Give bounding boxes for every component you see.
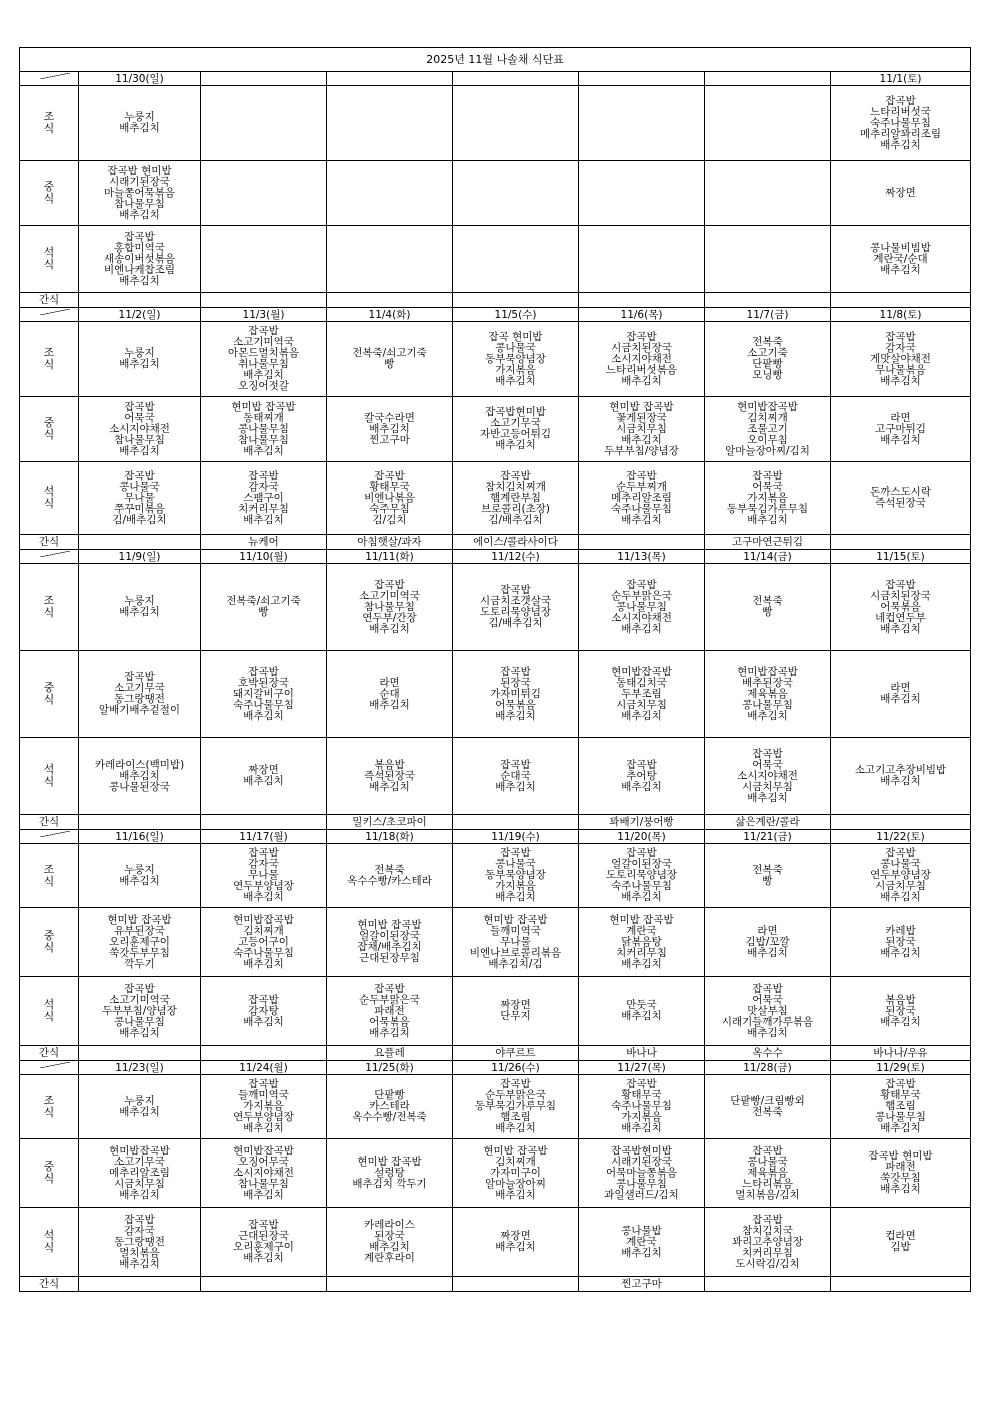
menu-cell: 라면 순대 배추김치: [327, 651, 453, 738]
snack-cell: 요플레: [327, 1046, 453, 1061]
snack-cell: [79, 1277, 201, 1292]
snack-cell: [201, 815, 327, 830]
menu-cell: 콩나물비빔밥 계란국/순대 배추김치: [831, 226, 971, 293]
menu-cell: 잡곡밥현미밥 소고기무국 자반고등어튀김 배추김치: [453, 397, 579, 462]
menu-cell: 카레라이스(백미밥) 배추김치 콩나물된장국: [79, 738, 201, 815]
menu-cell: 현미밥 잡곡밥 유부된장국 오리훈제구이 쑥갓두부무침 깍두기: [79, 908, 201, 977]
menu-cell: 잡곡밥현미밥 시래기된장국 어묵마늘쫑볶음 콩나물무침 과일샐러드/김치: [579, 1139, 705, 1208]
menu-cell: 잡곡밥 소고기미역국 참나물무침 연두부/간장 배추김치: [327, 564, 453, 651]
snack-cell: [327, 1277, 453, 1292]
snack-label: 간식: [20, 815, 79, 830]
menu-cell: 누룽지 배추김치: [79, 322, 201, 397]
menu-cell: 볶음밥 된장국 배추김치: [831, 977, 971, 1046]
date-cell: 11/8(토): [831, 308, 971, 322]
menu-cell: [705, 226, 831, 293]
menu-cell: [453, 226, 579, 293]
week-1-breakfast-row: [20, 86, 971, 161]
menu-cell: 잡곡밥 참치김치국 꽈리고추양념장 치커리무침 도시락김/김치: [705, 1208, 831, 1277]
menu-cell: 소고기고추장비빔밥 배추김치: [831, 738, 971, 815]
menu-cell: 잡곡밥 황태무국 햄조림 콩나물무침 배추김치: [831, 1075, 971, 1139]
menu-cell: 만둣국 배추김치: [579, 977, 705, 1046]
menu-cell: 현미밥잡곡밥 김치찌개 조물고기 오이무침 알마늘장아찌/김치: [705, 397, 831, 462]
menu-cell: 전복죽 옥수수빵/카스테라: [327, 844, 453, 908]
snack-cell: [327, 293, 453, 308]
lunch-label: 중 식: [20, 1139, 79, 1208]
week-5-breakfast-row: [20, 1075, 971, 1139]
menu-cell: 잡곡밥 감자국 스팸구이 치커리무침 배추김치: [201, 462, 327, 535]
menu-cell: 콩나물밥 계란국 배추김치: [579, 1208, 705, 1277]
menu-table: [19, 47, 971, 1292]
menu-cell: 잡곡밥 참치김치찌개 햄계란부침 브로콜리(초장) 김/배추김치: [453, 462, 579, 535]
menu-cell: 잡곡밥 들깨미역국 가지볶음 연두부양념장 배추김치: [201, 1075, 327, 1139]
date-cell: 11/19(수): [453, 830, 579, 844]
menu-cell: [453, 86, 579, 161]
lunch-label: 중 식: [20, 651, 79, 738]
date-cell: 11/25(화): [327, 1061, 453, 1075]
menu-cell: 잡곡밥 느타리버섯국 숙주나물무침 메추리알꽈리조림 배추김치: [831, 86, 971, 161]
snack-cell: [579, 535, 705, 550]
menu-cell: 잡곡밥 홍합미역국 새송이버섯볶음 비엔나케찹조림 배추김치: [79, 226, 201, 293]
menu-cell: 잡곡밥 콩나물국 동부묵양념장 가지볶음 배추김치: [453, 844, 579, 908]
menu-cell: 짜장면: [831, 161, 971, 226]
menu-cell: [327, 161, 453, 226]
menu-cell: 잡곡밥 콩나물국 무나물 쭈꾸미볶음 김/배추김치: [79, 462, 201, 535]
date-cell: 11/7(금): [705, 308, 831, 322]
week-5-dinner-row: [20, 1208, 971, 1277]
menu-cell: 잡곡밥 추어탕 배추김치: [579, 738, 705, 815]
breakfast-label: 조 식: [20, 1075, 79, 1139]
date-cell: 11/5(수): [453, 308, 579, 322]
week-5-date-row: [20, 1061, 971, 1075]
menu-cell: 잡곡밥 순두부맑은국 파래전 어묵볶음 배추김치: [327, 977, 453, 1046]
date-cell: 11/28(금): [705, 1061, 831, 1075]
date-cell: 11/23(일): [79, 1061, 201, 1075]
snack-cell: [201, 1046, 327, 1061]
week-4-snack-row: [20, 1046, 971, 1061]
date-cell: [705, 72, 831, 86]
menu-cell: 현미밥 잡곡밥 설렁탕 배추김치 깍두기: [327, 1139, 453, 1208]
menu-cell: 컵라면 김밥: [831, 1208, 971, 1277]
menu-cell: 잡곡밥 시금치된장국 어묵볶음 네컵연두부 배추김치: [831, 564, 971, 651]
menu-cell: [579, 161, 705, 226]
menu-cell: 현미밥 잡곡밥 계란국 닭볶음탕 치커리무침 배추김치: [579, 908, 705, 977]
menu-cell: 잡곡밥 얼갈이된장국 도토리묵양념장 숙주나물무침 배추김치: [579, 844, 705, 908]
menu-cell: [201, 161, 327, 226]
snack-cell: 바나나/우유: [831, 1046, 971, 1061]
menu-cell: [201, 86, 327, 161]
breakfast-label: 조 식: [20, 844, 79, 908]
snack-label: 간식: [20, 1046, 79, 1061]
date-cell: 11/12(수): [453, 550, 579, 564]
date-cell: 11/15(토): [831, 550, 971, 564]
date-cell: 11/2(일): [79, 308, 201, 322]
date-cell: 11/3(월): [201, 308, 327, 322]
menu-cell: 전복죽 소고기죽 단팥빵 모닝빵: [705, 322, 831, 397]
dinner-label: 석 식: [20, 977, 79, 1046]
menu-cell: 누룽지 배추김치: [79, 1075, 201, 1139]
menu-cell: [453, 161, 579, 226]
menu-cell: 잡곡밥 순대국 배추김치: [453, 738, 579, 815]
week-3-snack-row: [20, 815, 971, 830]
date-cell: 11/13(목): [579, 550, 705, 564]
corner-cell: [20, 72, 79, 86]
menu-cell: 잡곡밥 현미밥 파래전 쑥갓무침 배추김치: [831, 1139, 971, 1208]
snack-cell: 아침햇살/과자: [327, 535, 453, 550]
week-4-dinner-row: [20, 977, 971, 1046]
week-2-dinner-row: [20, 462, 971, 535]
menu-cell: 전복죽/쇠고기죽 빵: [327, 322, 453, 397]
menu-cell: 잡곡밥 근대된장국 오리훈제구이 배추김치: [201, 1208, 327, 1277]
snack-cell: 바나나: [579, 1046, 705, 1061]
week-1-dinner-row: [20, 226, 971, 293]
snack-cell: [453, 293, 579, 308]
menu-cell: 잡곡밥 순두부찌개 메추리알조림 숙주나물무침 배추김치: [579, 462, 705, 535]
corner-cell: [20, 830, 79, 844]
date-cell: 11/16(일): [79, 830, 201, 844]
snack-cell: [79, 293, 201, 308]
menu-cell: 잡곡밥 호박된장국 돼지갈비구이 숙주나물무침 배추김치: [201, 651, 327, 738]
lunch-label: 중 식: [20, 161, 79, 226]
menu-cell: 전복죽 빵: [705, 564, 831, 651]
menu-cell: 잡곡밥 어묵국 소시지야채전 시금치무침 배추김치: [705, 738, 831, 815]
menu-cell: 잡곡밥 어묵국 맛살부침 시래기들깨가루볶음 배추김치: [705, 977, 831, 1046]
date-cell: 11/17(월): [201, 830, 327, 844]
menu-cell: 잡곡밥 어묵국 가지볶음 동부묵김가루무침 배추김치: [705, 462, 831, 535]
menu-cell: 현미밥 잡곡밥 들깨미역국 무나물 비엔나브로콜리볶음 배추김치/김: [453, 908, 579, 977]
menu-cell: 현미밥잡곡밥 오징어무국 소시지야채전 참나물무침 배추김치: [201, 1139, 327, 1208]
menu-cell: 잡곡밥 시금치된장국 소시지야채전 느타리버섯볶음 배추김치: [579, 322, 705, 397]
menu-cell: 잡곡밥 소고기미역국 아몬드멸치볶음 취나물무침 배추김치 오징어젓갈: [201, 322, 327, 397]
menu-cell: 짜장면 배추김치: [453, 1208, 579, 1277]
menu-cell: 칼국수라면 배추김치 찐고구마: [327, 397, 453, 462]
corner-cell: [20, 1061, 79, 1075]
dinner-label: 석 식: [20, 1208, 79, 1277]
menu-cell: 볶음밥 즉석된장국 배추김치: [327, 738, 453, 815]
menu-cell: 잡곡밥 콩나물국 제육볶음 느타리볶음 멸치볶음/김치: [705, 1139, 831, 1208]
snack-cell: [831, 293, 971, 308]
menu-cell: 잡곡밥 감자국 무나물 연두부양념장 배추김치: [201, 844, 327, 908]
menu-cell: [327, 226, 453, 293]
menu-cell: [579, 86, 705, 161]
menu-cell: 잡곡 현미밥 콩나물국 동부묵양념장 가지볶음 배추김치: [453, 322, 579, 397]
week-5-snack-row: [20, 1277, 971, 1292]
date-cell: [579, 72, 705, 86]
date-cell: 11/27(목): [579, 1061, 705, 1075]
lunch-label: 중 식: [20, 397, 79, 462]
menu-cell: 잡곡밥 감자국 동그랑땡전 멸치볶음 배추김치: [79, 1208, 201, 1277]
menu-cell: 현미밥잡곡밥 소고기무국 메추리알조림 시금치무침 배추김치: [79, 1139, 201, 1208]
page-title: 2025년 11월 나솔채 식단표: [20, 48, 971, 72]
menu-cell: 누룽지 배추김치: [79, 86, 201, 161]
menu-cell: 전복죽/쇠고기죽 빵: [201, 564, 327, 651]
week-3-lunch-row: [20, 651, 971, 738]
menu-cell: 잡곡밥 순두부맑은국 콩나물무침 소시지야채전 배추김치: [579, 564, 705, 651]
snack-cell: [579, 293, 705, 308]
snack-cell: [453, 1277, 579, 1292]
week-3-breakfast-row: [20, 564, 971, 651]
menu-cell: 누룽지 배추김치: [79, 844, 201, 908]
week-3-date-row: [20, 550, 971, 564]
week-5-lunch-row: [20, 1139, 971, 1208]
breakfast-label: 조 식: [20, 322, 79, 397]
snack-cell: [79, 535, 201, 550]
menu-cell: 잡곡밥 소고기미역국 두부부침/양념장 콩나물무침 배추김치: [79, 977, 201, 1046]
snack-cell: [831, 815, 971, 830]
snack-cell: [831, 1277, 971, 1292]
week-3-dinner-row: [20, 738, 971, 815]
menu-cell: 현미밥 잡곡밥 얼갈이된장국 잡채/배추김치 근대된장무침: [327, 908, 453, 977]
snack-label: 간식: [20, 535, 79, 550]
snack-cell: 밀키스/초코파이: [327, 815, 453, 830]
date-cell: 11/10(월): [201, 550, 327, 564]
snack-cell: 야쿠르트: [453, 1046, 579, 1061]
date-cell: 11/24(월): [201, 1061, 327, 1075]
date-cell: 11/4(화): [327, 308, 453, 322]
menu-cell: 잡곡밥 감자탕 배추김치: [201, 977, 327, 1046]
snack-cell: [705, 1277, 831, 1292]
date-cell: 11/26(수): [453, 1061, 579, 1075]
date-cell: 11/20(목): [579, 830, 705, 844]
snack-cell: [79, 815, 201, 830]
date-cell: 11/11(화): [327, 550, 453, 564]
snack-label: 간식: [20, 1277, 79, 1292]
menu-cell: 잡곡밥 순두부맑은국 동부묵김가루무침 햄조림 배추김치: [453, 1075, 579, 1139]
menu-cell: 짜장면 배추김치: [201, 738, 327, 815]
snack-cell: [201, 1277, 327, 1292]
date-cell: 11/6(목): [579, 308, 705, 322]
snack-cell: 뉴케어: [201, 535, 327, 550]
menu-cell: 현미밥 잡곡밥 김치찌개 가자미구이 알마늘장아찌 배추김치: [453, 1139, 579, 1208]
menu-cell: [705, 86, 831, 161]
snack-cell: 꽈배기/붕어빵: [579, 815, 705, 830]
menu-cell: 라면 고구마튀김 배추김치: [831, 397, 971, 462]
menu-cell: 현미밥잡곡밥 동태김치국 두부조림 시금치무침 배추김치: [579, 651, 705, 738]
menu-cell: 현미밥잡곡밥 김치찌개 고등어구이 숙주나물무침 배추김치: [201, 908, 327, 977]
menu-cell: 돈까스도시락 즉석된장국: [831, 462, 971, 535]
date-cell: [201, 72, 327, 86]
menu-cell: 잡곡밥 소고기무국 동그랑땡전 알배기배추겉절이: [79, 651, 201, 738]
snack-cell: 고구마연근튀김: [705, 535, 831, 550]
date-cell: 11/9(일): [79, 550, 201, 564]
menu-cell: [705, 161, 831, 226]
date-cell: 11/1(토): [831, 72, 971, 86]
week-1-lunch-row: [20, 161, 971, 226]
week-4-date-row: [20, 830, 971, 844]
menu-cell: [201, 226, 327, 293]
date-cell: 11/18(화): [327, 830, 453, 844]
dinner-label: 석 식: [20, 462, 79, 535]
menu-cell: 잡곡밥 시금치조갯살국 도토리묵양념장 김/배추김치: [453, 564, 579, 651]
menu-cell: 라면 김밥/꼬깔 배추김치: [705, 908, 831, 977]
week-2-lunch-row: [20, 397, 971, 462]
menu-cell: 현미밥잡곡밥 배추된장국 제육볶음 콩나물무침 배추김치: [705, 651, 831, 738]
menu-cell: 현미밥 잡곡밥 꽃게된장국 시금치무침 배추김치 두부부침/양념장: [579, 397, 705, 462]
menu-cell: 잡곡밥 콩나물국 연두부양념장 시금치무침 배추김치: [831, 844, 971, 908]
menu-cell: 잡곡밥 감자국 게맛살야채전 무나물볶음 배추김치: [831, 322, 971, 397]
snack-cell: [201, 293, 327, 308]
dinner-label: 석 식: [20, 226, 79, 293]
week-1-date-row: [20, 72, 971, 86]
date-cell: 11/30(일): [79, 72, 201, 86]
snack-cell: [79, 1046, 201, 1061]
menu-cell: 잡곡밥 어묵국 소시지야채전 참나물무침 배추김치: [79, 397, 201, 462]
menu-cell: 카레밥 된장국 배추김치: [831, 908, 971, 977]
week-2-snack-row: [20, 535, 971, 550]
menu-cell: 잡곡밥 된장국 가자미튀김 어묵볶음 배추김치: [453, 651, 579, 738]
snack-cell: [831, 535, 971, 550]
week-4-lunch-row: [20, 908, 971, 977]
menu-cell: 단팥빵/크림빵외 전복죽: [705, 1075, 831, 1139]
snack-cell: 삶은계란/콜라: [705, 815, 831, 830]
menu-cell: 잡곡밥 현미밥 시래기된장국 마늘쫑어묵볶음 참나물무침 배추김치: [79, 161, 201, 226]
breakfast-label: 조 식: [20, 564, 79, 651]
snack-cell: 찐고구마: [579, 1277, 705, 1292]
lunch-label: 중 식: [20, 908, 79, 977]
date-cell: 11/29(토): [831, 1061, 971, 1075]
week-1-snack-row: [20, 293, 971, 308]
menu-cell: [579, 226, 705, 293]
snack-cell: [705, 293, 831, 308]
dinner-label: 석 식: [20, 738, 79, 815]
week-2-date-row: [20, 308, 971, 322]
snack-cell: 옥수수: [705, 1046, 831, 1061]
menu-cell: 잡곡밥 황태무국 숙주나물무침 가지볶음 배추김치: [579, 1075, 705, 1139]
date-cell: [453, 72, 579, 86]
week-2-breakfast-row: [20, 322, 971, 397]
menu-cell: 전복죽 빵: [705, 844, 831, 908]
snack-cell: [453, 815, 579, 830]
corner-cell: [20, 550, 79, 564]
menu-cell: 카레라이스 된장국 배추김치 계란후라이: [327, 1208, 453, 1277]
corner-cell: [20, 308, 79, 322]
breakfast-label: 조 식: [20, 86, 79, 161]
menu-cell: 누룽지 배추김치: [79, 564, 201, 651]
snack-cell: 에이스/콜라사이다: [453, 535, 579, 550]
date-cell: 11/14(금): [705, 550, 831, 564]
date-cell: 11/21(금): [705, 830, 831, 844]
menu-cell: 라면 배추김치: [831, 651, 971, 738]
menu-cell: 현미밥 잡곡밥 동태찌개 콩나물무침 참나물무침 배추김치: [201, 397, 327, 462]
date-cell: [327, 72, 453, 86]
menu-cell: 단팥빵 카스테라 옥수수빵/전복죽: [327, 1075, 453, 1139]
snack-label: 간식: [20, 293, 79, 308]
date-cell: 11/22(토): [831, 830, 971, 844]
menu-cell: 잡곡밥 황태무국 비엔나볶음 숙주무침 김/김치: [327, 462, 453, 535]
menu-cell: [327, 86, 453, 161]
week-4-breakfast-row: [20, 844, 971, 908]
menu-cell: 짜장면 단무지: [453, 977, 579, 1046]
